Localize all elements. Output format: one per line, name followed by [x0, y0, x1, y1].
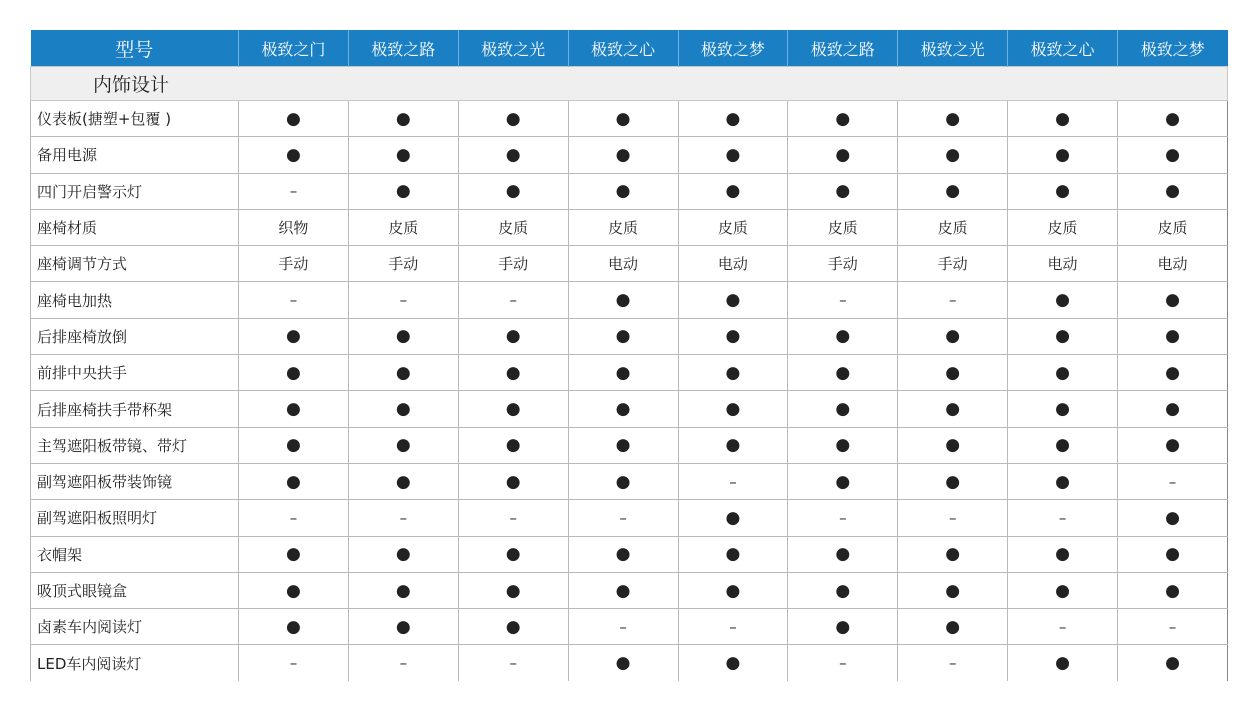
standard-dot-cell: ● [1118, 355, 1228, 391]
header-row [31, 30, 1228, 67]
value-cell: 皮质 [1008, 209, 1118, 245]
standard-dot-cell: ● [239, 318, 349, 354]
standard-dot-cell: ● [348, 536, 458, 572]
not-available-cell: – [458, 645, 568, 681]
not-available-cell: – [568, 609, 678, 645]
standard-dot-cell: ● [458, 101, 568, 137]
standard-dot-cell: ● [348, 463, 458, 499]
value-cell: 皮质 [678, 209, 788, 245]
standard-dot-cell: ● [458, 318, 568, 354]
standard-dot-cell: ● [239, 137, 349, 173]
not-available-cell: – [348, 645, 458, 681]
feature-label: 备用电源 [31, 137, 239, 173]
standard-dot-cell: ● [568, 536, 678, 572]
value-cell: 皮质 [788, 209, 898, 245]
standard-dot-cell: ● [1008, 391, 1118, 427]
standard-dot-cell: ● [1118, 137, 1228, 173]
table-row [31, 427, 1228, 463]
standard-dot-cell: ● [788, 463, 898, 499]
standard-dot-cell: ● [788, 609, 898, 645]
standard-dot-cell: ● [788, 173, 898, 209]
standard-dot-cell: ● [678, 391, 788, 427]
standard-dot-cell: ● [568, 463, 678, 499]
table-row [31, 137, 1228, 173]
standard-dot-cell: ● [898, 101, 1008, 137]
standard-dot-cell: ● [239, 536, 349, 572]
standard-dot-cell: ● [788, 101, 898, 137]
standard-dot-cell: ● [788, 137, 898, 173]
table-row [31, 101, 1228, 137]
model-column-header: 极致之光 [898, 30, 1008, 67]
table-row [31, 500, 1228, 536]
standard-dot-cell: ● [568, 173, 678, 209]
table-row [31, 645, 1228, 681]
value-cell: 皮质 [458, 209, 568, 245]
standard-dot-cell: ● [788, 355, 898, 391]
standard-dot-cell: ● [1008, 355, 1118, 391]
not-available-cell: – [239, 282, 349, 318]
standard-dot-cell: ● [1008, 427, 1118, 463]
table-row [31, 318, 1228, 354]
standard-dot-cell: ● [348, 572, 458, 608]
not-available-cell: – [1118, 463, 1228, 499]
standard-dot-cell: ● [678, 282, 788, 318]
section-row [31, 67, 1228, 101]
standard-dot-cell: ● [1118, 427, 1228, 463]
not-available-cell: – [678, 609, 788, 645]
feature-label: 前排中央扶手 [31, 355, 239, 391]
standard-dot-cell: ● [458, 463, 568, 499]
value-cell: 电动 [678, 246, 788, 282]
model-column-header: 极致之路 [788, 30, 898, 67]
not-available-cell: – [788, 645, 898, 681]
standard-dot-cell: ● [568, 137, 678, 173]
standard-dot-cell: ● [348, 391, 458, 427]
standard-dot-cell: ● [898, 427, 1008, 463]
standard-dot-cell: ● [1008, 318, 1118, 354]
table-row [31, 209, 1228, 245]
feature-label: 座椅材质 [31, 209, 239, 245]
model-column-header: 极致之梦 [678, 30, 788, 67]
standard-dot-cell: ● [458, 427, 568, 463]
table-row [31, 246, 1228, 282]
not-available-cell: – [239, 645, 349, 681]
standard-dot-cell: ● [898, 355, 1008, 391]
not-available-cell: – [1008, 500, 1118, 536]
value-cell: 电动 [1008, 246, 1118, 282]
standard-dot-cell: ● [678, 427, 788, 463]
standard-dot-cell: ● [458, 173, 568, 209]
feature-label: 仪表板(搪塑+包覆 ) [31, 101, 239, 137]
standard-dot-cell: ● [458, 572, 568, 608]
feature-label: 卤素车内阅读灯 [31, 609, 239, 645]
not-available-cell: – [458, 500, 568, 536]
standard-dot-cell: ● [458, 137, 568, 173]
standard-dot-cell: ● [898, 463, 1008, 499]
standard-dot-cell: ● [678, 173, 788, 209]
standard-dot-cell: ● [678, 572, 788, 608]
not-available-cell: – [678, 463, 788, 499]
standard-dot-cell: ● [458, 355, 568, 391]
standard-dot-cell: ● [239, 391, 349, 427]
standard-dot-cell: ● [568, 427, 678, 463]
standard-dot-cell: ● [1008, 173, 1118, 209]
feature-label: 后排座椅放倒 [31, 318, 239, 354]
feature-label: 副驾遮阳板照明灯 [31, 500, 239, 536]
table-row [31, 536, 1228, 572]
feature-label: 副驾遮阳板带装饰镜 [31, 463, 239, 499]
standard-dot-cell: ● [898, 173, 1008, 209]
standard-dot-cell: ● [458, 391, 568, 427]
not-available-cell: – [1118, 609, 1228, 645]
not-available-cell: – [458, 282, 568, 318]
standard-dot-cell: ● [788, 318, 898, 354]
value-cell: 手动 [788, 246, 898, 282]
standard-dot-cell: ● [1118, 500, 1228, 536]
standard-dot-cell: ● [678, 137, 788, 173]
model-column-header: 极致之光 [458, 30, 568, 67]
standard-dot-cell: ● [788, 391, 898, 427]
standard-dot-cell: ● [678, 318, 788, 354]
value-cell: 电动 [568, 246, 678, 282]
standard-dot-cell: ● [898, 318, 1008, 354]
standard-dot-cell: ● [1118, 536, 1228, 572]
model-column-header: 极致之心 [568, 30, 678, 67]
value-cell: 皮质 [348, 209, 458, 245]
value-cell: 皮质 [568, 209, 678, 245]
not-available-cell: – [898, 645, 1008, 681]
standard-dot-cell: ● [788, 536, 898, 572]
value-cell: 手动 [458, 246, 568, 282]
feature-label: 吸顶式眼镜盒 [31, 572, 239, 608]
not-available-cell: – [788, 282, 898, 318]
value-cell: 皮质 [898, 209, 1008, 245]
standard-dot-cell: ● [239, 572, 349, 608]
feature-label: 后排座椅扶手带杯架 [31, 391, 239, 427]
standard-dot-cell: ● [348, 609, 458, 645]
standard-dot-cell: ● [348, 173, 458, 209]
spec-table [30, 30, 1228, 681]
standard-dot-cell: ● [678, 101, 788, 137]
table-row [31, 282, 1228, 318]
standard-dot-cell: ● [568, 572, 678, 608]
standard-dot-cell: ● [568, 355, 678, 391]
table-row [31, 609, 1228, 645]
model-column-header: 极致之路 [348, 30, 458, 67]
standard-dot-cell: ● [1118, 645, 1228, 681]
feature-label: 主驾遮阳板带镜、带灯 [31, 427, 239, 463]
standard-dot-cell: ● [348, 355, 458, 391]
standard-dot-cell: ● [348, 318, 458, 354]
not-available-cell: – [898, 500, 1008, 536]
value-cell: 手动 [348, 246, 458, 282]
standard-dot-cell: ● [458, 536, 568, 572]
standard-dot-cell: ● [898, 536, 1008, 572]
standard-dot-cell: ● [458, 609, 568, 645]
value-cell: 皮质 [1118, 209, 1228, 245]
standard-dot-cell: ● [1008, 463, 1118, 499]
standard-dot-cell: ● [239, 101, 349, 137]
value-cell: 手动 [239, 246, 349, 282]
standard-dot-cell: ● [1008, 101, 1118, 137]
value-cell: 织物 [239, 209, 349, 245]
standard-dot-cell: ● [239, 463, 349, 499]
standard-dot-cell: ● [1008, 645, 1118, 681]
standard-dot-cell: ● [239, 355, 349, 391]
section-title: 内饰设计 [31, 67, 1228, 101]
standard-dot-cell: ● [1008, 137, 1118, 173]
not-available-cell: – [348, 282, 458, 318]
standard-dot-cell: ● [348, 137, 458, 173]
feature-label: 座椅调节方式 [31, 246, 239, 282]
feature-label: LED车内阅读灯 [31, 645, 239, 681]
standard-dot-cell: ● [348, 427, 458, 463]
standard-dot-cell: ● [898, 609, 1008, 645]
feature-label: 座椅电加热 [31, 282, 239, 318]
standard-dot-cell: ● [788, 572, 898, 608]
standard-dot-cell: ● [1008, 536, 1118, 572]
not-available-cell: – [568, 500, 678, 536]
standard-dot-cell: ● [1118, 173, 1228, 209]
standard-dot-cell: ● [568, 645, 678, 681]
standard-dot-cell: ● [568, 282, 678, 318]
value-cell: 电动 [1118, 246, 1228, 282]
standard-dot-cell: ● [678, 536, 788, 572]
standard-dot-cell: ● [898, 137, 1008, 173]
standard-dot-cell: ● [1118, 318, 1228, 354]
not-available-cell: – [239, 500, 349, 536]
model-column-header: 极致之梦 [1118, 30, 1228, 67]
table-row [31, 463, 1228, 499]
standard-dot-cell: ● [1008, 572, 1118, 608]
table-row [31, 391, 1228, 427]
standard-dot-cell: ● [678, 355, 788, 391]
standard-dot-cell: ● [788, 427, 898, 463]
standard-dot-cell: ● [1118, 282, 1228, 318]
standard-dot-cell: ● [568, 101, 678, 137]
standard-dot-cell: ● [348, 101, 458, 137]
model-column-header: 极致之门 [239, 30, 349, 67]
standard-dot-cell: ● [678, 645, 788, 681]
standard-dot-cell: ● [239, 427, 349, 463]
standard-dot-cell: ● [1118, 572, 1228, 608]
standard-dot-cell: ● [678, 500, 788, 536]
not-available-cell: – [1008, 609, 1118, 645]
feature-label: 四门开启警示灯 [31, 173, 239, 209]
table-row [31, 173, 1228, 209]
standard-dot-cell: ● [239, 609, 349, 645]
model-header: 型号 [31, 30, 239, 67]
table-row [31, 572, 1228, 608]
standard-dot-cell: ● [568, 318, 678, 354]
not-available-cell: – [898, 282, 1008, 318]
standard-dot-cell: ● [1008, 282, 1118, 318]
table-row [31, 355, 1228, 391]
standard-dot-cell: ● [898, 391, 1008, 427]
not-available-cell: – [348, 500, 458, 536]
standard-dot-cell: ● [1118, 391, 1228, 427]
model-column-header: 极致之心 [1008, 30, 1118, 67]
standard-dot-cell: ● [1118, 101, 1228, 137]
standard-dot-cell: ● [568, 391, 678, 427]
not-available-cell: – [239, 173, 349, 209]
value-cell: 手动 [898, 246, 1008, 282]
not-available-cell: – [788, 500, 898, 536]
standard-dot-cell: ● [898, 572, 1008, 608]
feature-label: 衣帽架 [31, 536, 239, 572]
